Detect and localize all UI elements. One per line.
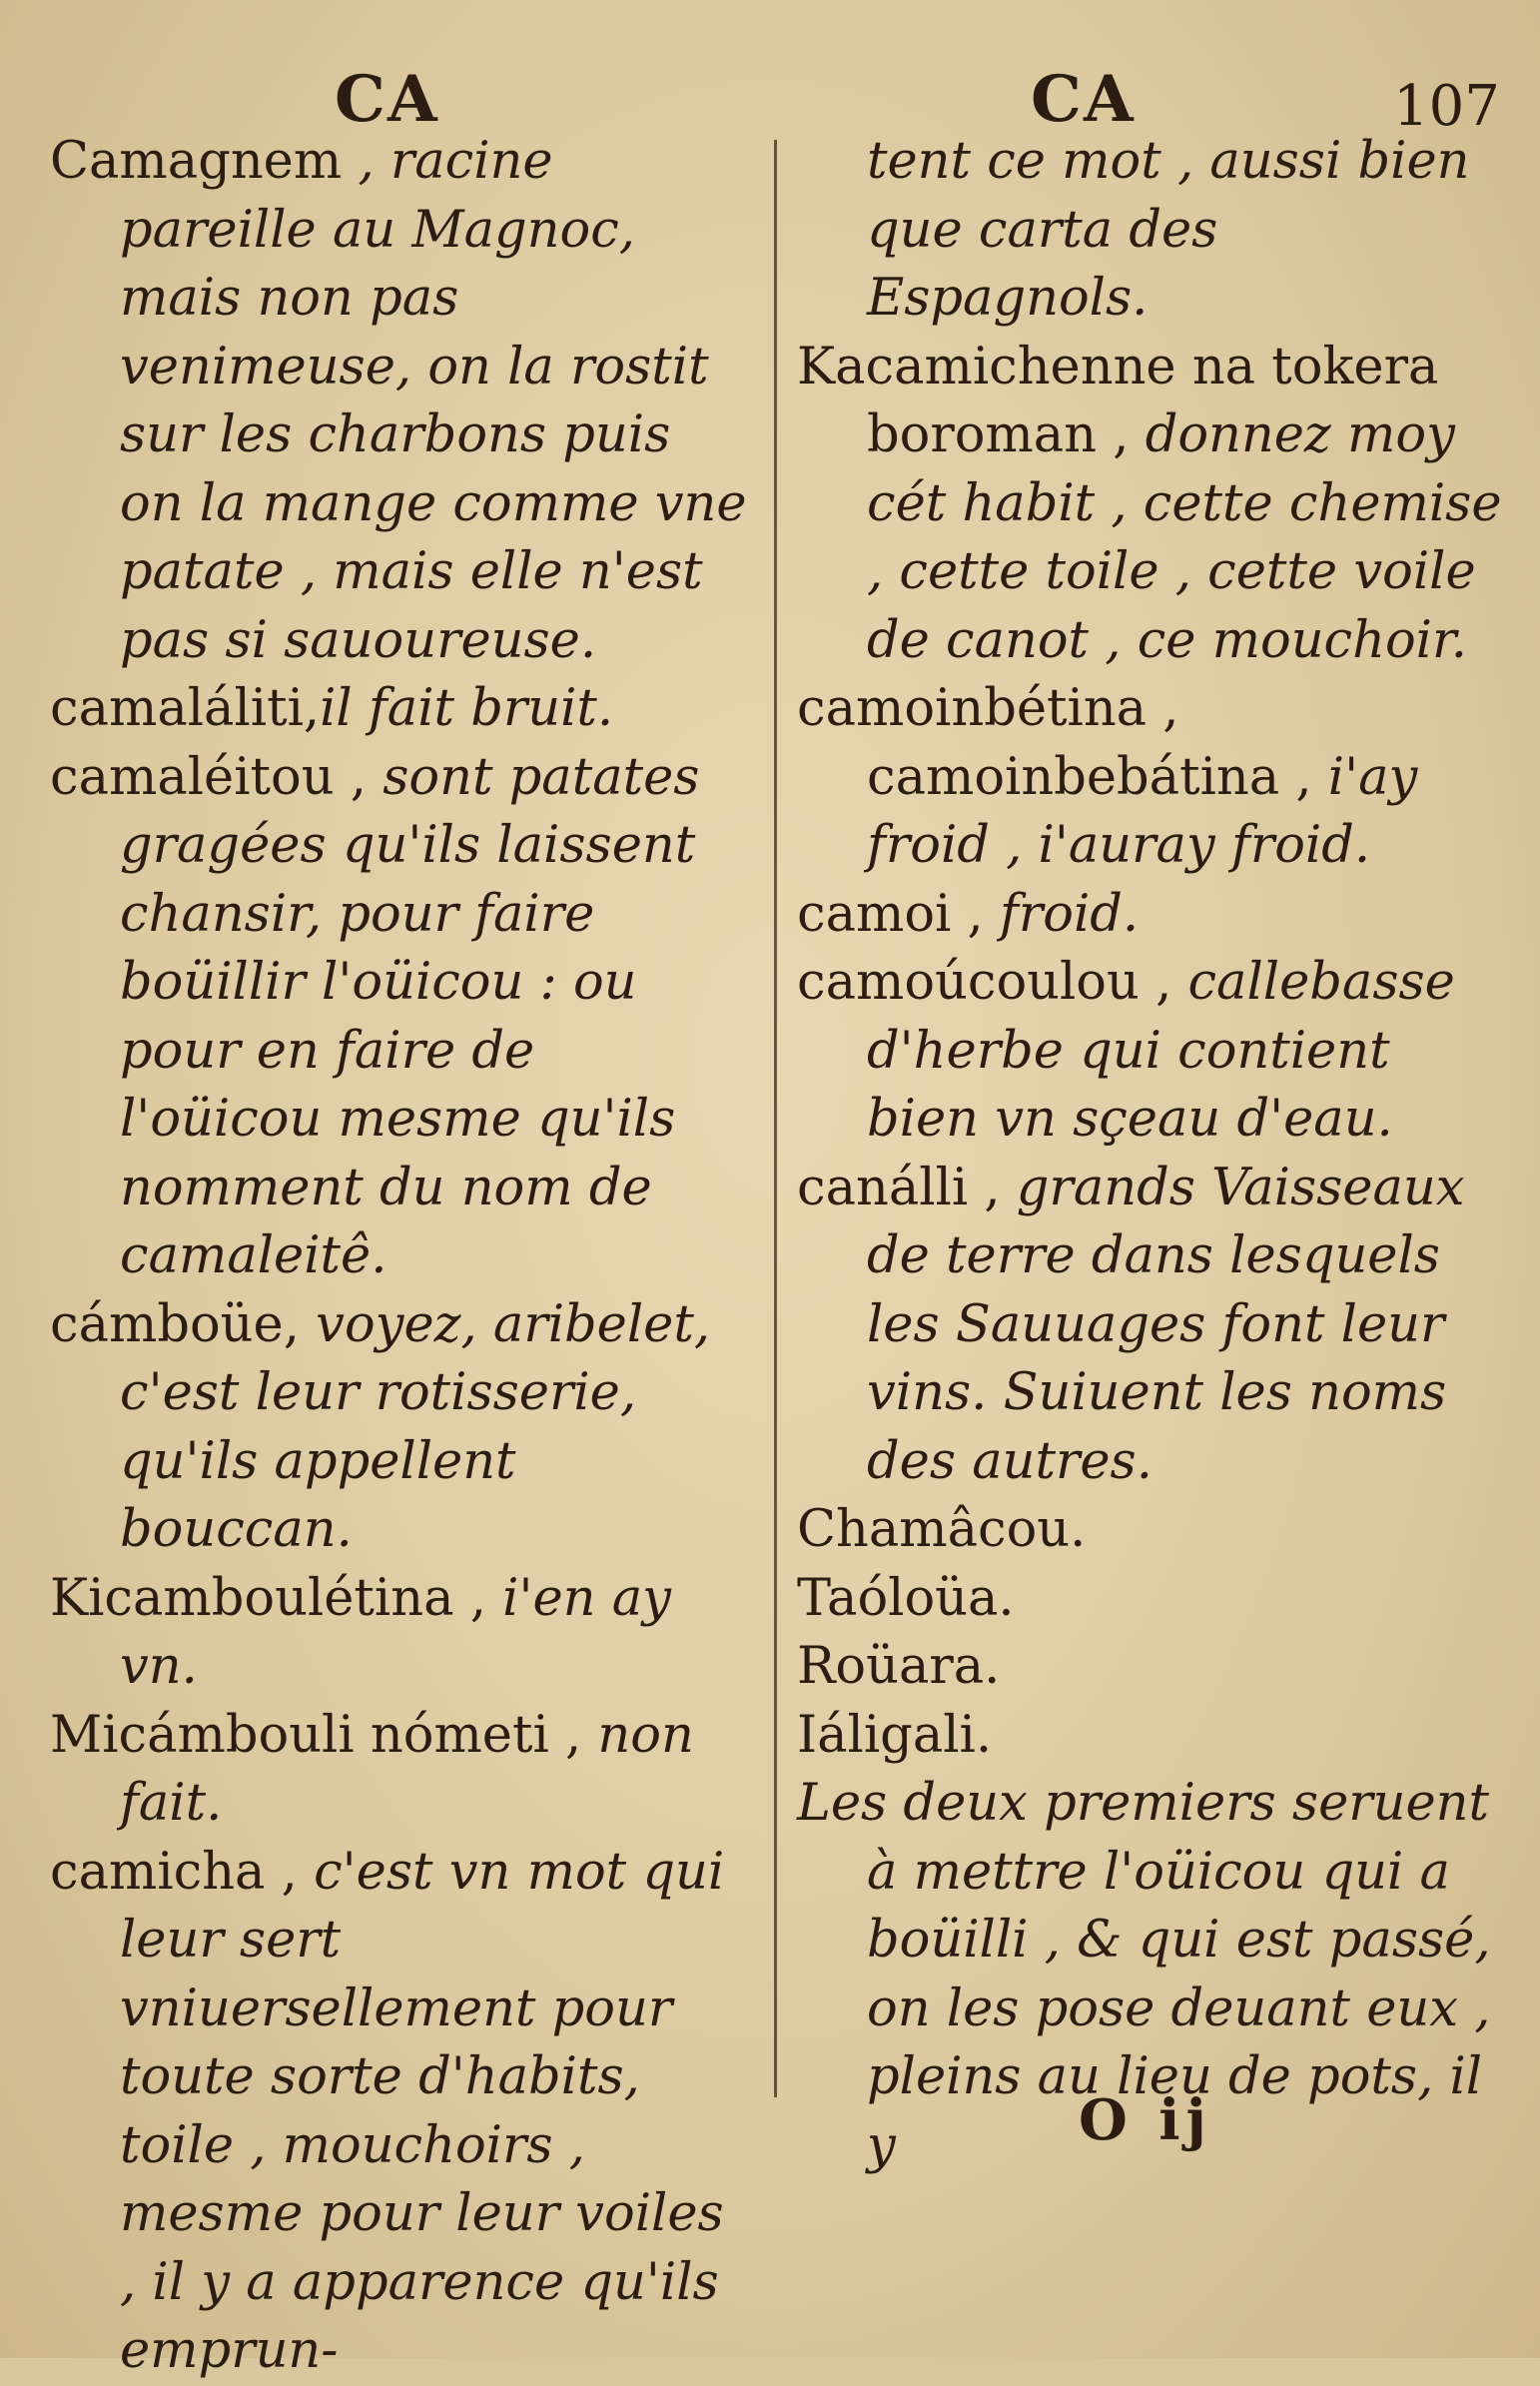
definition: i'ay froid , i'auray froid. [867,747,1418,875]
headword: Kacamichenne na tokera boroman , [797,337,1439,464]
definition: grands Vaisseaux de terre dans lesquels les Sauuages font leur vins. Suiuent les noms des autres. [867,1158,1465,1491]
dictionary-entry [50,128,749,675]
dictionary-entry [797,949,1506,1155]
definition: i'en ay vn. [120,1568,671,1696]
dictionary-entry [797,675,1506,881]
dictionary-entry [50,1565,749,1702]
headword: camoi , [797,884,984,944]
headword: camicha , [50,1842,298,1902]
headword: camoúcoulou , [797,953,1172,1012]
definition: tent ce mot , aussi bien que carta des Espagnols. [867,132,1470,328]
dictionary-entry [797,334,1506,676]
dictionary-entry [797,1155,1506,1497]
headword: camaléitou , [50,747,368,807]
dictionary-entry [50,744,749,1291]
definition: froid. [983,884,1140,944]
definition: non fait. [120,1705,694,1833]
page-number: 107 [1393,74,1500,139]
headword: Kicamboulétina , [50,1568,486,1628]
headword: Camagnem [50,132,343,191]
vessel-name: Chamâcou. [797,1500,1087,1559]
headword: canálli , [797,1158,1001,1217]
headword: camaláliti, [50,679,321,738]
definition: sont patates gragées qu'ils laissent chansir, pour faire boüillir l'oüicou : ou pour en faire de l'oüicou mesme qu'ils nomment du nom de camaleitê. [120,747,700,1285]
running-head-left: CA [335,62,439,137]
headword: cámboüe, [50,1294,300,1354]
definition: , racine pareille au Magnoc, mais non pas venimeuse, on la rostit sur les charbons puis on la mange comme vne patate , mais elle n'est pas si sauoureuse. [120,132,747,670]
column-divider [774,140,777,2097]
dictionary-entry [50,1291,749,1565]
dictionary-entry [50,1702,749,1839]
definition: callebasse d'herbe qui contient bien vn sçeau d'eau. [867,953,1455,1149]
definition: c'est vn mot qui leur sert vniuersellement pour toute sorte d'habits, toile , mouchoirs , mesme pour leur voiles , il y a apparence qu'ils emprun- [120,1842,725,2380]
signature-mark: O ij [1079,2087,1212,2153]
dictionary-entry [50,675,749,744]
definition: il fait bruit. [320,679,614,738]
definition: donnez moy cét habit , cette chemise , cette toile , cette voile de canot , ce mouchoir. [867,405,1502,670]
right-column [797,128,1506,2180]
left-column [50,128,749,2386]
note-paragraph: Les deux premiers seruent à mettre l'oüicou qui a boüilli , & qui est passé, on les pose deuant eux , pleins au lieu de pots, il y [797,1774,1491,2175]
dictionary-entry [50,1839,749,2386]
vessel-name: Taóloüa. [797,1568,1015,1628]
headword: camoinbétina , camoinbebátina , [797,679,1312,807]
definition: voyez, aribelet, c'est leur rotisserie, qu'ils appellent bouccan. [120,1294,711,1559]
vessel-name: Iáligali. [797,1705,993,1765]
vessel-name: Roüara. [797,1637,1001,1696]
continued-text [797,128,1506,334]
running-head-right: CA [1031,62,1136,137]
dictionary-entry [797,881,1506,950]
headword: Micámbouli nómeti , [50,1705,582,1765]
